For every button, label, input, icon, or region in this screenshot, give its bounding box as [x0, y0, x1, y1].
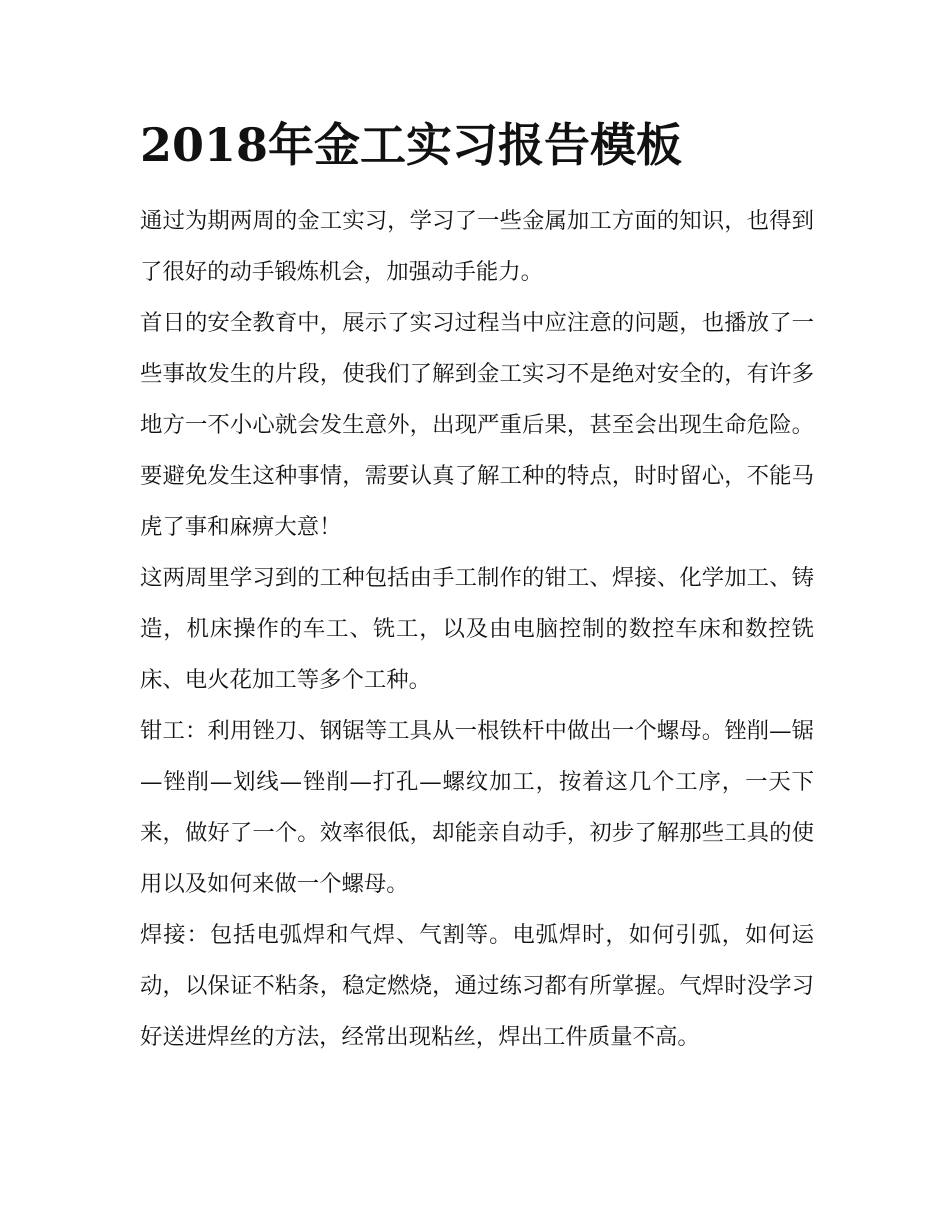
document-title: 2018年金工实习报告模板: [140, 118, 683, 172]
paragraph-trade-types: 这两周里学习到的工种包括由手工制作的钳工、焊接、化学加工、铸造，机床操作的车工、铣工，以及由电脑控制的数控车床和数控铣床、电火花加工等多个工种。: [140, 565, 814, 693]
paragraph-welding: 焊接：包括电弧焊和气焊、气割等。电弧焊时，如何引弧，如何运动，以保证不粘条，稳定燃烧，通过练习都有所掌握。气焊时没学习好送进焊丝的方法，经常出现粘丝，焊出工件质量不高。: [140, 922, 814, 1050]
paragraph-fitter: 钳工：利用锉刀、钢锯等工具从一根铁杆中做出一个螺母。锉削—锯—锉削—划线—锉削—打孔—螺纹加工，按着这几个工序，一天下来，做好了一个。效率很低，却能亲自动手，初步了解那些工具的使用以及如何来做一个螺母。: [140, 718, 814, 897]
paragraph-intro: 通过为期两周的金工实习，学习了一些金属加工方面的知识，也得到了很好的动手锻炼机会，加强动手能力。: [140, 208, 814, 285]
paragraph-safety-education: 首日的安全教育中，展示了实习过程当中应注意的问题，也播放了一些事故发生的片段，使我们了解到金工实习不是绝对安全的，有许多地方一不小心就会发生意外，出现严重后果，甚至会出现生命危险。要避免发生这种事情，需要认真了解工种的特点，时时留心，不能马虎了事和麻痹大意！: [140, 310, 814, 540]
document-body: [140, 112, 814, 1063]
